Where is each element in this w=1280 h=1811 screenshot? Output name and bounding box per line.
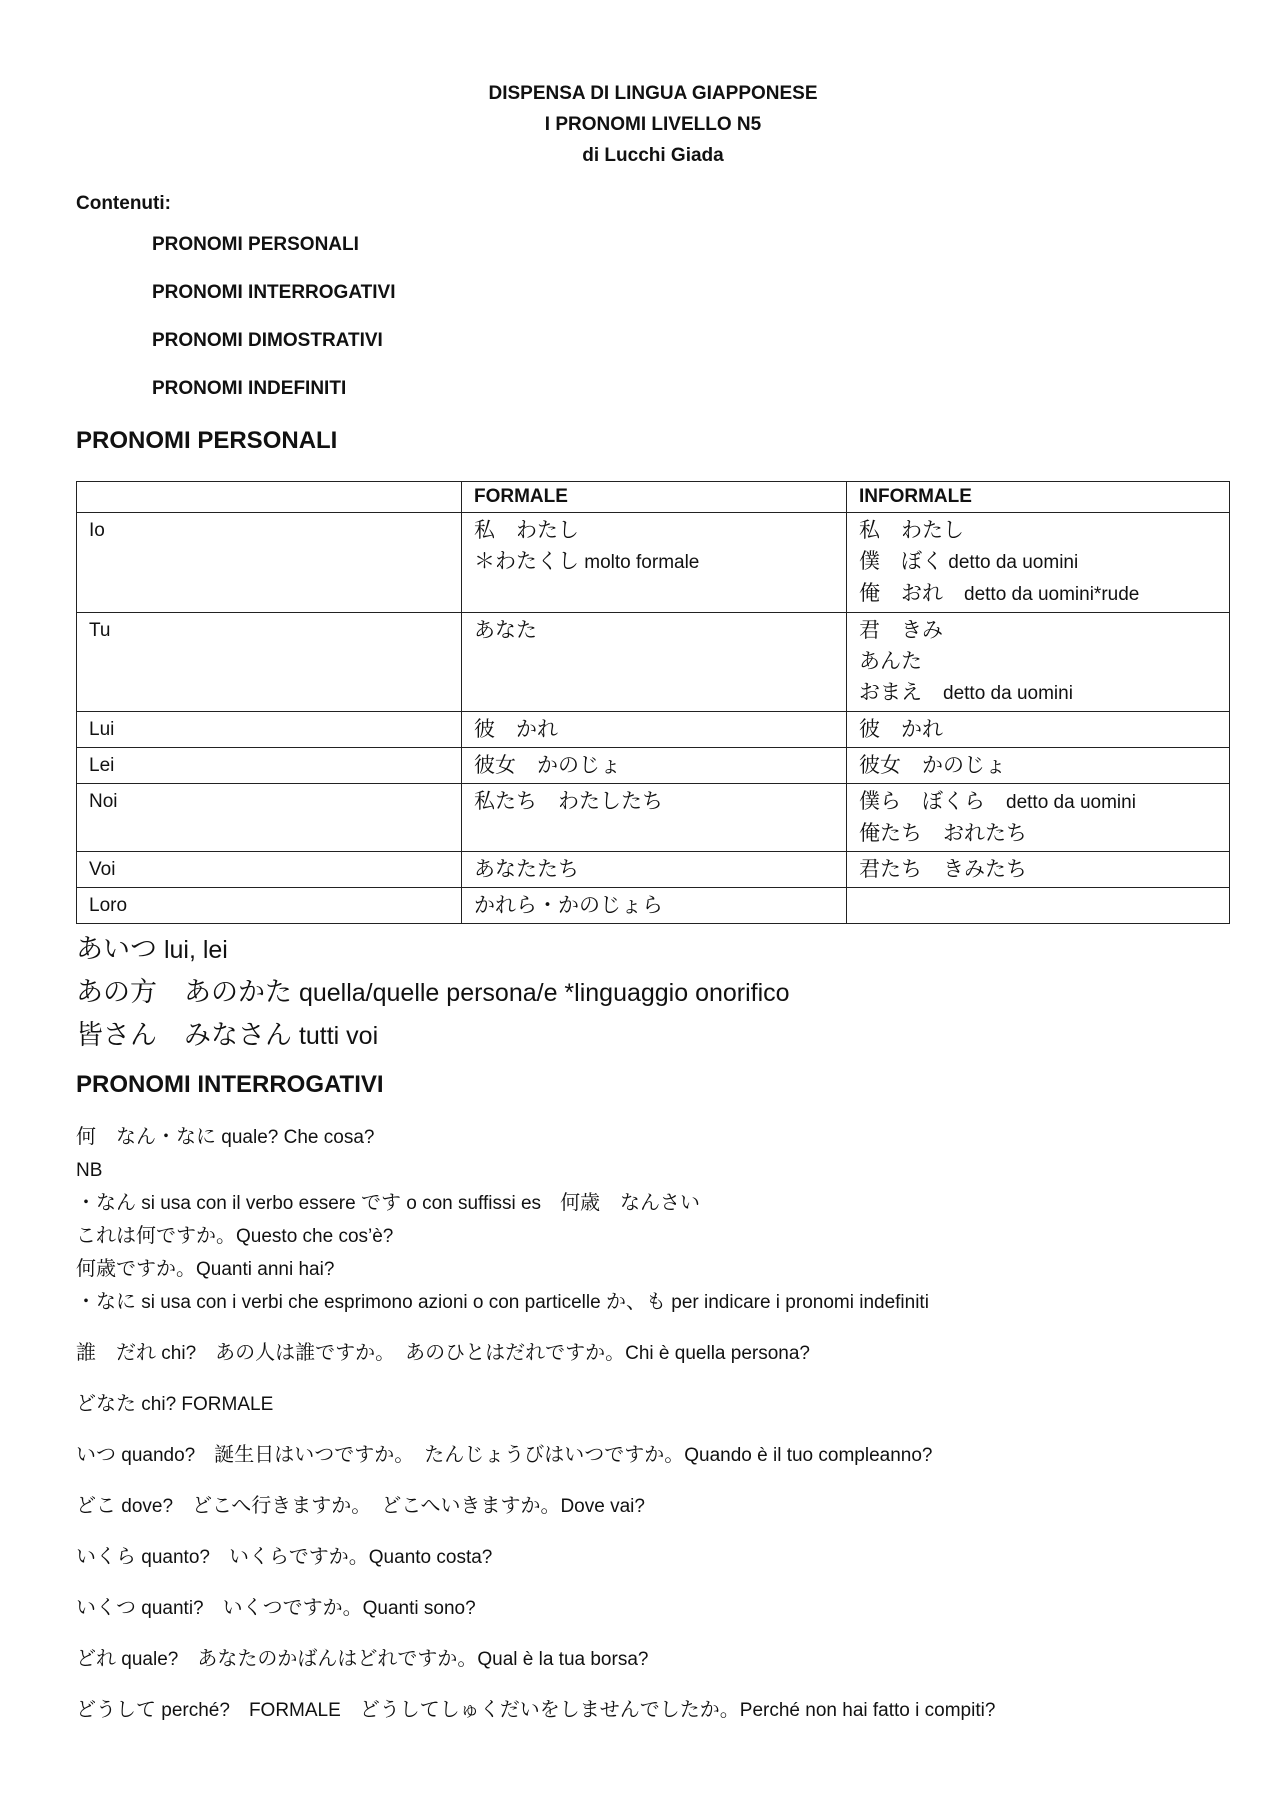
- italian-text: Quando è il tuo compleanno?: [684, 1445, 933, 1466]
- table-header-cell: FORMALE: [462, 482, 847, 513]
- japanese-text: いくらですか。: [228, 1546, 369, 1568]
- note-text: detto da uomini: [1006, 792, 1136, 813]
- informal-cell: [847, 888, 1230, 924]
- italian-text: Quanto costa?: [368, 1547, 493, 1568]
- pronoun-label-cell: Noi: [77, 784, 462, 852]
- italian-text: Questo che cos’è?: [236, 1226, 394, 1247]
- interrogative-line: [76, 1388, 1230, 1421]
- italian-text: chi?: [156, 1343, 216, 1364]
- japanese-text: いくら: [76, 1546, 136, 1568]
- note-text: detto da uomini*rude: [964, 584, 1140, 605]
- extra-pronoun-line: [76, 928, 1230, 971]
- italian-text: Quanti sono?: [362, 1598, 476, 1619]
- italian-text: Chi è quella persona?: [625, 1343, 810, 1364]
- japanese-text: どこへ行きますか。 どこへいきますか。: [192, 1495, 561, 1517]
- japanese-text: 僕ら ぼくら: [859, 790, 1006, 813]
- pronoun-label-cell: Lui: [77, 712, 462, 748]
- contents-item: PRONOMI DIMOSTRATIVI: [152, 330, 383, 351]
- japanese-text: おまえ: [859, 681, 943, 704]
- japanese-text: 僕 ぼく: [859, 550, 943, 573]
- italian-text: si usa con i verbi che esprimono azioni o con particelle: [136, 1292, 606, 1313]
- japanese-text: どうしてしゅくだいをしませんでしたか。: [359, 1699, 740, 1721]
- italian-text: Perché non hai fatto i compiti?: [739, 1700, 996, 1721]
- section-title-interrogative: PRONOMI INTERROGATIVI: [76, 1071, 384, 1098]
- informal-entry: [859, 854, 1217, 885]
- note-text: detto da uomini: [943, 552, 1079, 573]
- contents-list: [152, 233, 1230, 425]
- translation-text: quella/quelle persona/e *linguaggio onorifico: [292, 979, 790, 1007]
- interrogative-line: [76, 1253, 1230, 1286]
- informal-entry: [859, 750, 1217, 781]
- extra-pronoun-line: [76, 1014, 1230, 1057]
- informal-entry: [859, 714, 1217, 745]
- informal-cell: [847, 784, 1230, 852]
- italian-text: per indicare i pronomi indefiniti: [665, 1292, 929, 1313]
- translation-text: lui, lei: [157, 936, 228, 964]
- japanese-text: どれ: [76, 1648, 116, 1670]
- formal-entry: [474, 714, 834, 745]
- informal-entry: [859, 515, 1217, 546]
- japanese-text: これは何ですか。: [76, 1225, 236, 1247]
- interrogative-line: [76, 1592, 1230, 1625]
- japanese-text: あの方 あのかた: [76, 977, 292, 1007]
- informal-cell: [847, 712, 1230, 748]
- japanese-text: あなた: [474, 619, 537, 642]
- japanese-text: か、も: [605, 1291, 666, 1313]
- japanese-text: あの人は誰ですか。 あのひとはだれですか。: [215, 1342, 626, 1364]
- japanese-text: です: [360, 1192, 401, 1214]
- informal-cell: [847, 852, 1230, 888]
- formal-entry: [474, 890, 834, 921]
- interrogative-line: [76, 1121, 1230, 1154]
- interrogative-line: [76, 1187, 1230, 1220]
- header-subtitle: I PRONOMI LIVELLO N5: [544, 114, 762, 135]
- japanese-text: どなた: [76, 1393, 136, 1415]
- italian-text: chi? FORMALE: [136, 1394, 274, 1415]
- interrogative-line: [76, 1154, 1230, 1187]
- italian-text: quale?: [116, 1649, 198, 1670]
- interrogative-line: [76, 1286, 1230, 1319]
- table-header-row: [77, 482, 1230, 513]
- table-row: [77, 888, 1230, 924]
- japanese-text: あなたのかばんはどれですか。: [197, 1648, 478, 1670]
- japanese-text: あいつ: [76, 934, 157, 964]
- formal-entry: [474, 750, 834, 781]
- pronoun-label-cell: Io: [77, 513, 462, 613]
- formal-cell: [462, 852, 847, 888]
- japanese-text: 私 わたし: [859, 519, 964, 542]
- header-author: di Lucchi Giada: [582, 145, 724, 166]
- japanese-text: 何歳ですか。: [76, 1258, 196, 1280]
- contents-label: Contenuti:: [76, 193, 171, 214]
- contents-item: PRONOMI PERSONALI: [152, 234, 359, 255]
- header-title: DISPENSA DI LINGUA GIAPPONESE: [488, 83, 818, 104]
- formal-entry: [474, 786, 834, 817]
- formal-cell: [462, 613, 847, 712]
- japanese-text: 俺たち おれたち: [859, 822, 1027, 845]
- formal-cell: [462, 748, 847, 784]
- table-row: [77, 852, 1230, 888]
- japanese-text: 俺 おれ: [859, 582, 964, 605]
- formal-entry: [474, 515, 834, 546]
- interrogative-line: [76, 1694, 1230, 1727]
- japanese-text: ・なに: [76, 1291, 136, 1313]
- table-row: [77, 784, 1230, 852]
- formal-cell: [462, 513, 847, 613]
- interrogative-line: [76, 1439, 1230, 1472]
- japanese-text: 君 きみ: [859, 619, 943, 642]
- table-row: [77, 513, 1230, 613]
- table-header-cell: [77, 482, 462, 513]
- informal-cell: [847, 748, 1230, 784]
- italian-text: Qual è la tua borsa?: [477, 1649, 649, 1670]
- note-text: detto da uomini: [943, 683, 1073, 704]
- japanese-text: 誰 だれ: [76, 1342, 156, 1364]
- japanese-text: 君たち きみたち: [859, 858, 1027, 881]
- italian-text: Dove vai?: [560, 1496, 645, 1517]
- japanese-text: 何 なん・なに: [76, 1126, 216, 1148]
- japanese-text: 皆さん みなさん: [76, 1020, 292, 1050]
- formal-cell: [462, 784, 847, 852]
- interrogative-line: [76, 1220, 1230, 1253]
- informal-entry: [859, 546, 1217, 578]
- personal-pronouns-table: [76, 481, 1230, 924]
- pronoun-label-cell: Lei: [77, 748, 462, 784]
- italian-text: o con suffissi es: [400, 1193, 561, 1214]
- japanese-text: 私 わたし: [474, 519, 579, 542]
- japanese-text: ・なん: [76, 1192, 136, 1214]
- italian-text: quanti?: [136, 1598, 223, 1619]
- table-row: [77, 712, 1230, 748]
- pronoun-label-cell: Voi: [77, 852, 462, 888]
- contents-item: PRONOMI INTERROGATIVI: [152, 282, 396, 303]
- italian-text: NB: [76, 1160, 103, 1181]
- document-header: [76, 78, 1230, 171]
- japanese-text: 何歳 なんさい: [560, 1192, 701, 1214]
- informal-entry: [859, 818, 1217, 849]
- italian-text: quale? Che cosa?: [216, 1127, 375, 1148]
- translation-text: tutti voi: [292, 1022, 379, 1050]
- interrogative-line: [76, 1337, 1230, 1370]
- informal-entry: [859, 578, 1217, 610]
- table-header-cell: INFORMALE: [847, 482, 1230, 513]
- pronoun-label-cell: Loro: [77, 888, 462, 924]
- formal-entry: [474, 615, 834, 646]
- contents-item: PRONOMI INDEFINITI: [152, 378, 347, 399]
- table-row: [77, 748, 1230, 784]
- personal-extras: [76, 928, 1230, 1057]
- document-page: [76, 0, 1230, 1727]
- italian-text: Quanti anni hai?: [196, 1259, 335, 1280]
- japanese-text: あんた: [859, 650, 922, 673]
- informal-cell: [847, 513, 1230, 613]
- interrogative-line: [76, 1643, 1230, 1676]
- informal-entry: [859, 677, 1217, 709]
- japanese-text: 彼 かれ: [859, 718, 943, 741]
- interrogative-line: [76, 1490, 1230, 1523]
- japanese-text: 誕生日はいつですか。 たんじょうびはいつですか。: [214, 1444, 685, 1466]
- pronoun-label-cell: Tu: [77, 613, 462, 712]
- japanese-text: かれら・かのじょら: [474, 894, 663, 917]
- interrogative-lines: [76, 1121, 1230, 1727]
- informal-cell: [847, 613, 1230, 712]
- extra-pronoun-line: [76, 971, 1230, 1014]
- italian-text: quando?: [116, 1445, 215, 1466]
- italian-text: quanto?: [136, 1547, 229, 1568]
- japanese-text: どこ: [76, 1495, 116, 1517]
- section-title-personal: PRONOMI PERSONALI: [76, 427, 338, 454]
- japanese-text: どうして: [76, 1699, 156, 1721]
- interrogative-line: [76, 1541, 1230, 1574]
- italian-text: si usa con il verbo essere: [136, 1193, 361, 1214]
- italian-text: dove?: [116, 1496, 193, 1517]
- japanese-text: いつ: [76, 1444, 116, 1466]
- japanese-text: あなたたち: [474, 858, 579, 881]
- japanese-text: 彼女 かのじょ: [859, 754, 1006, 777]
- japanese-text: いくつ: [76, 1597, 136, 1619]
- table-row: [77, 613, 1230, 712]
- informal-entry: [859, 646, 1217, 677]
- japanese-text: ＊わたくし: [474, 550, 579, 573]
- note-text: molto formale: [579, 552, 700, 573]
- japanese-text: 私たち わたしたち: [474, 790, 663, 813]
- italian-text: perché? FORMALE: [156, 1700, 360, 1721]
- formal-entry: [474, 546, 834, 578]
- formal-entry: [474, 854, 834, 885]
- japanese-text: いくつですか。: [222, 1597, 363, 1619]
- japanese-text: 彼 かれ: [474, 718, 558, 741]
- formal-cell: [462, 712, 847, 748]
- informal-entry: [859, 786, 1217, 818]
- informal-entry: [859, 615, 1217, 646]
- japanese-text: 彼女 かのじょ: [474, 754, 621, 777]
- formal-cell: [462, 888, 847, 924]
